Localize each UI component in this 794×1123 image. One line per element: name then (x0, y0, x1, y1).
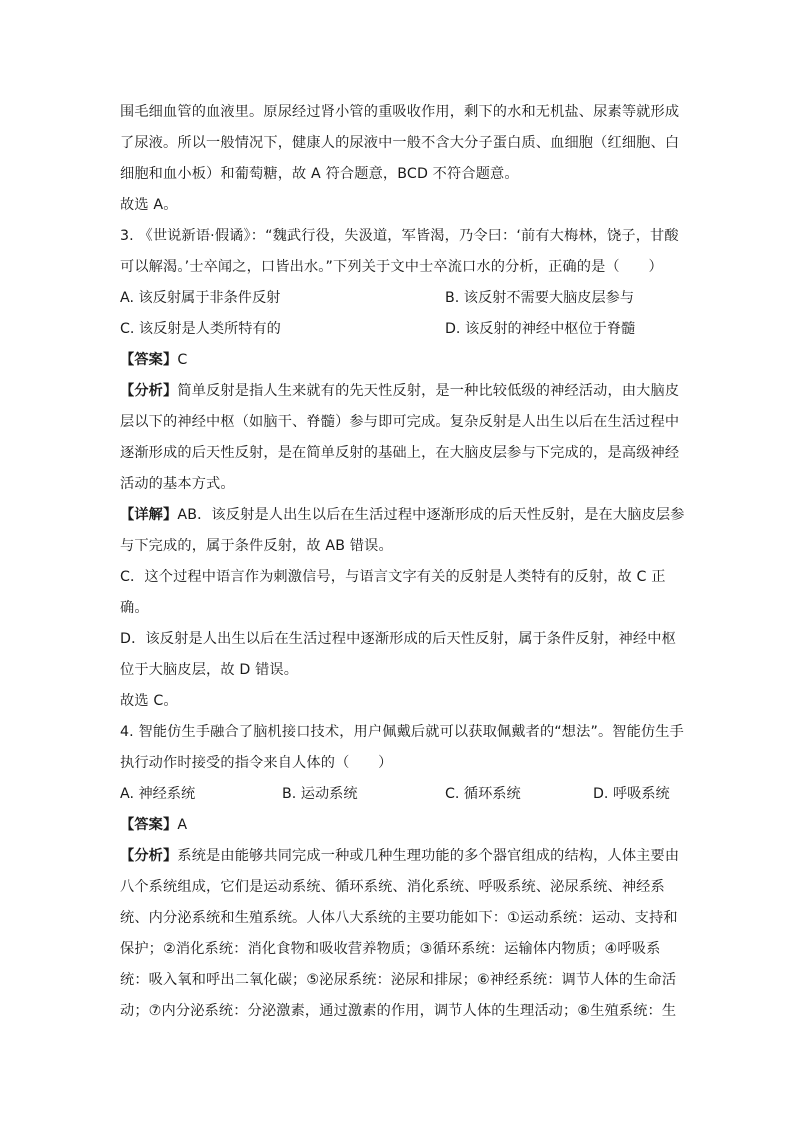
q4-stem-line: 4. 智能仿生手融合了脑机接口技术，用户佩戴后就可以获取佩戴者的“想法”。智能仿生手 (120, 724, 684, 740)
prev-analysis-line: 围毛细血管的血液里。原尿经过肾小管的重吸收作用，剩下的水和无机盐、尿素等就形成 (120, 104, 680, 120)
q3-stem-line: 可以解渴。’士卒闻之，口皆出水。”下列关于文中士卒流口水的分析，正确的是（ ） (120, 259, 663, 275)
q3-analysis-line (120, 382, 679, 400)
q3-option-b: B. 该反射不需要大脑皮层参与 (445, 290, 635, 306)
q4-analysis-line: 统：吸入氧和呼出二氧化碳；⑤泌尿系统：泌尿和排尿；⑥神经系统：调节人体的生命活 (120, 972, 677, 988)
q3-conclusion: 故选 C。 (120, 693, 178, 709)
q3-analysis-line: 层以下的神经中枢（如脑干、脊髓）参与即可完成。复杂反射是人出生以后在生活过程中 (120, 414, 680, 430)
q4-option-b: B. 运动系统 (282, 786, 358, 802)
q4-answer (120, 816, 187, 834)
q3-answer (120, 351, 187, 369)
q4-analysis-line: 八个系统组成，它们是运动系统、循环系统、消化系统、呼吸系统、泌尿系统、神经系 (120, 879, 665, 895)
q3-detail-line: C．这个过程中语言作为刺激信号，与语言文字有关的反射是人类特有的反射，故 C 正 (120, 569, 666, 585)
q4-analysis-line (120, 847, 679, 865)
q4-analysis-line: 统、内分泌系统和生殖系统。人体八大系统的主要功能如下：①运动系统：运动、支持和 (120, 910, 678, 926)
q3-detail-line: D．该反射是人出生以后在生活过程中逐渐形成的后天性反射，属于条件反射，神经中枢 (120, 631, 676, 647)
q3-option-c: C. 该反射是人类所特有的 (120, 321, 281, 337)
q3-analysis-line: 活动的基本方式。 (120, 476, 235, 492)
answer-value: A (177, 817, 188, 833)
prev-analysis-line: 细胞和血小板）和葡萄糖，故 A 符合题意，BCD 不符合题意。 (120, 166, 519, 182)
q3-detail-line: 与下完成的，属于条件反射，故 AB 错误。 (120, 538, 393, 554)
q4-option-a: A. 神经系统 (120, 786, 196, 802)
q3-option-a: A. 该反射属于非条件反射 (120, 290, 281, 306)
q4-option-c: C. 循环系统 (445, 786, 521, 802)
prev-analysis-line: 了尿液。所以一般情况下，健康人的尿液中一般不含大分子蛋白质、血细胞（红细胞、白 (120, 135, 680, 151)
answer-value: C (177, 352, 188, 368)
q3-detail-line (120, 506, 685, 524)
q3-option-d: D. 该反射的神经中枢位于脊髓 (445, 321, 636, 337)
prev-conclusion: 故选 A。 (120, 197, 178, 213)
q4-analysis-line: 保护；②消化系统：消化食物和吸收营养物质；③循环系统：运输体内物质；④呼吸系 (120, 941, 661, 957)
q3-detail-line: 确。 (120, 600, 149, 616)
detail-text: AB．该反射是人出生以后在生活过程中逐渐形成的后天性反射，是在大脑皮层参 (177, 507, 685, 523)
analysis-text: 系统是由能够共同完成一种或几种生理功能的多个器官组成的结构，人体主要由 (177, 848, 680, 864)
q4-analysis-line: 动；⑦内分泌系统：分泌激素，通过激素的作用，调节人体的生理活动；⑧生殖系统：生 (120, 1003, 677, 1019)
q3-analysis-line: 逐渐形成的后天性反射，是在简单反射的基础上，在大脑皮层参与下完成的，是高级神经 (120, 445, 680, 461)
analysis-label: 【分析】 (120, 848, 178, 864)
analysis-label: 【分析】 (120, 383, 178, 399)
q4-option-d: D. 呼吸系统 (593, 786, 670, 802)
q4-stem-line: 执行动作时接受的指令来自人体的（ ） (120, 755, 393, 771)
analysis-text: 简单反射是指人生来就有的先天性反射，是一种比较低级的神经活动，由大脑皮 (177, 383, 680, 399)
answer-label: 【答案】 (120, 352, 178, 368)
q3-stem-line: 3. 《世说新语·假谲》：“魏武行役，失汲道，军皆渴，乃令曰：‘前有大梅林，饶子，甘酸 (120, 228, 679, 244)
answer-label: 【答案】 (120, 817, 178, 833)
q3-detail-line: 位于大脑皮层，故 D 错误。 (120, 662, 299, 678)
detail-label: 【详解】 (120, 507, 178, 523)
